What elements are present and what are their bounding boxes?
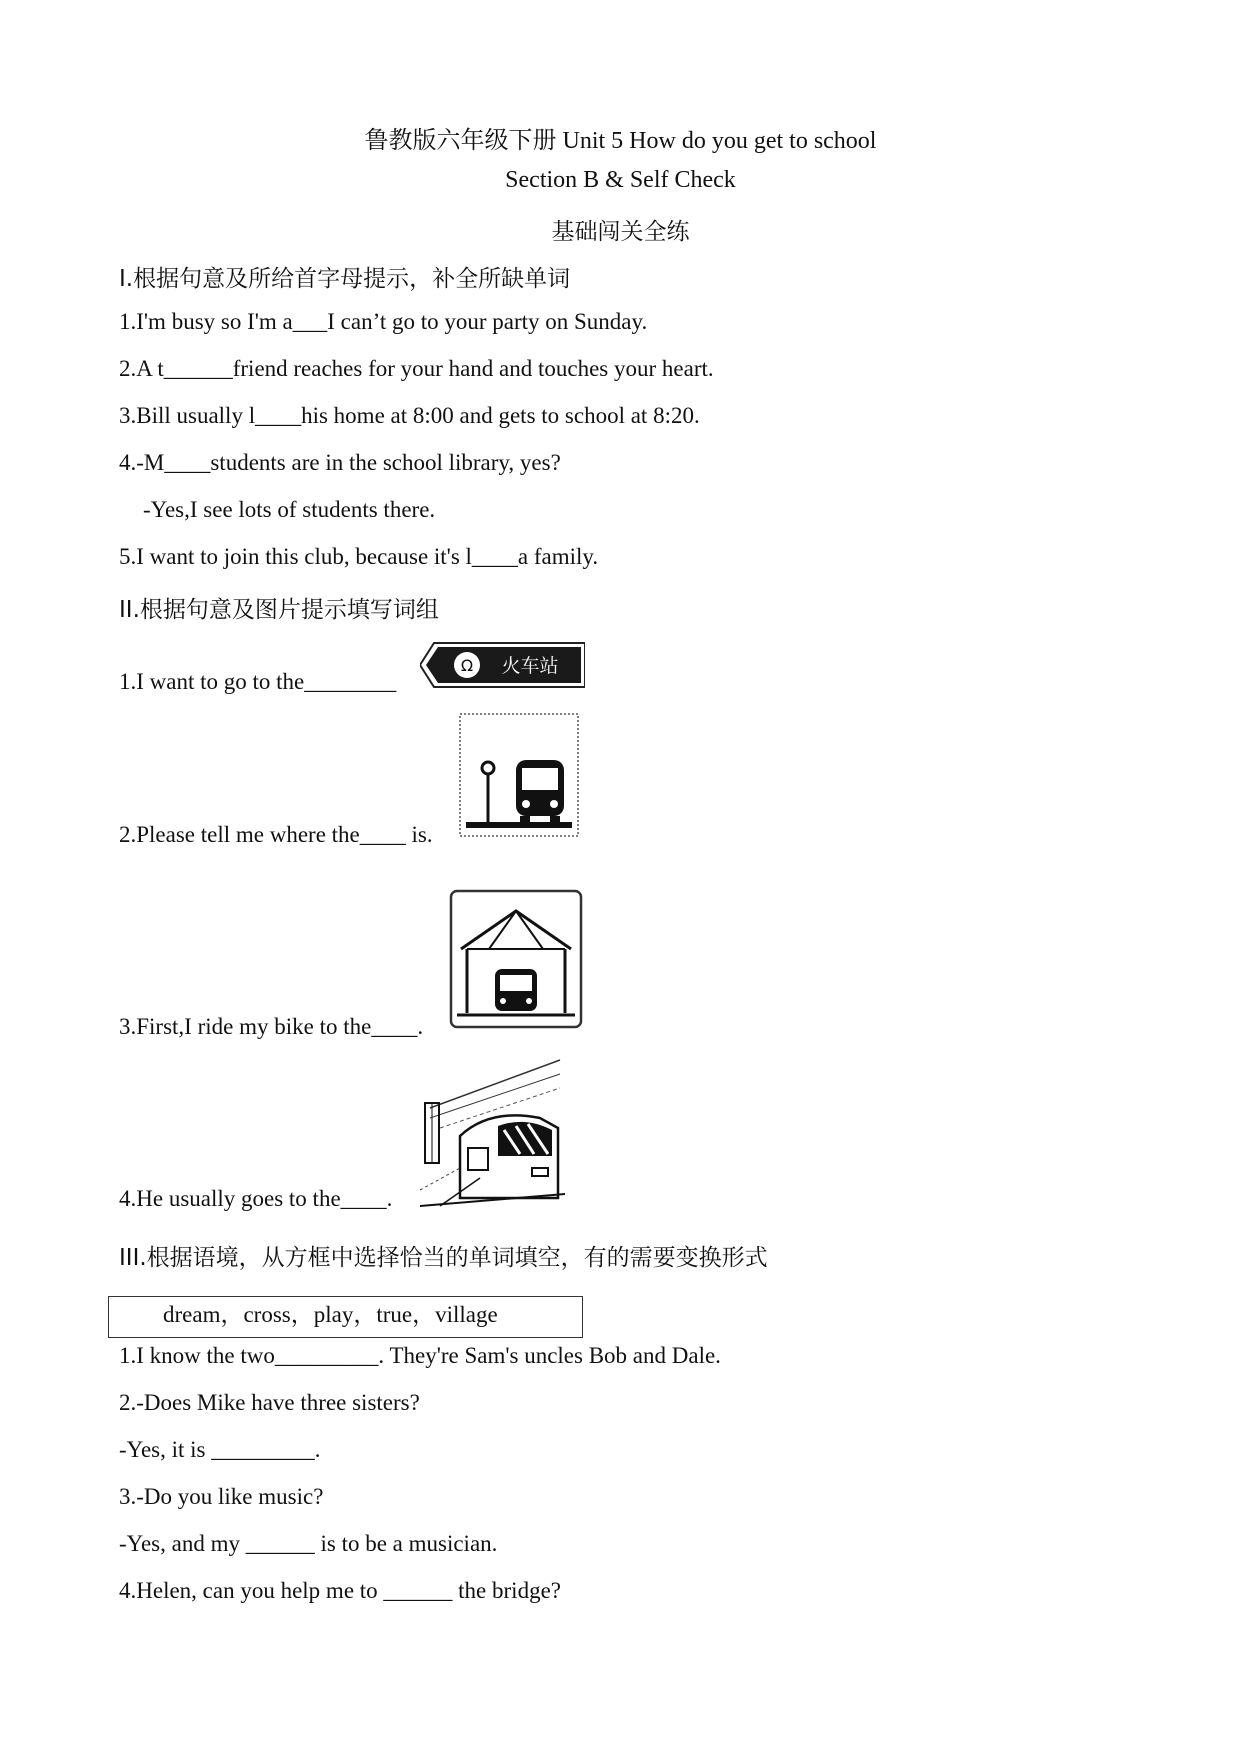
practice-heading: 基础闯关全练 xyxy=(551,219,690,245)
part3-item-3: 3.-Do you like music? xyxy=(119,1484,324,1509)
part3-heading: III.根据语境，从方框中选择恰当的单词填空，有的需要变换形式 xyxy=(119,1245,768,1271)
part3-item-4: 4.Helen, can you help me to ______ the bridge? xyxy=(119,1578,561,1603)
part1-item-4-answer: -Yes,I see lots of students there. xyxy=(143,497,436,522)
part3-item-3-answer: -Yes, and my ______ is to be a musician. xyxy=(119,1531,498,1556)
part1-item-1: 1.I'm busy so I'm a___I can’t go to your party on Sunday. xyxy=(119,309,648,334)
part2-item-3: 3.First,I ride my bike to the____. xyxy=(119,1014,424,1039)
word-box: dream，cross，play，true，village xyxy=(108,1296,583,1338)
train-station-sign-icon xyxy=(420,640,585,690)
part3-item-1: 1.I know the two_________. They're Sam's uncles Bob and Dale. xyxy=(119,1343,721,1368)
part1-item-2: 2.A t______friend reaches for your hand and touches your heart. xyxy=(119,356,714,381)
part2-item-4: 4.He usually goes to the____. xyxy=(119,1186,393,1211)
document-subtitle: Section B & Self Check xyxy=(505,167,736,193)
part2-item-1: 1.I want to go to the________ xyxy=(119,669,397,694)
part3-item-2: 2.-Does Mike have three sisters? xyxy=(119,1390,420,1415)
subway-train-icon xyxy=(420,1058,565,1208)
part1-item-4: 4.-M____students are in the school library, yes? xyxy=(119,450,561,475)
part2-item-2: 2.Please tell me where the____ is. xyxy=(119,822,433,847)
part2-heading: II.根据句意及图片提示填写词组 xyxy=(119,597,439,623)
sign-label: 火车站 xyxy=(501,655,559,677)
part1-item-3: 3.Bill usually l____his home at 8:00 and gets to school at 8:20. xyxy=(119,403,700,428)
part3-item-2-answer: -Yes, it is _________. xyxy=(119,1437,321,1462)
svg-text:Ω: Ω xyxy=(460,656,474,675)
bus-stop-icon xyxy=(458,712,580,838)
part1-item-5: 5.I want to join this club, because it's l____a family. xyxy=(119,544,599,569)
document-title: 鲁教版六年级下册 Unit 5 How do you get to school xyxy=(364,128,877,154)
bus-station-icon xyxy=(449,889,583,1029)
part1-heading: I.根据句意及所给首字母提示，补全所缺单词 xyxy=(119,266,571,292)
